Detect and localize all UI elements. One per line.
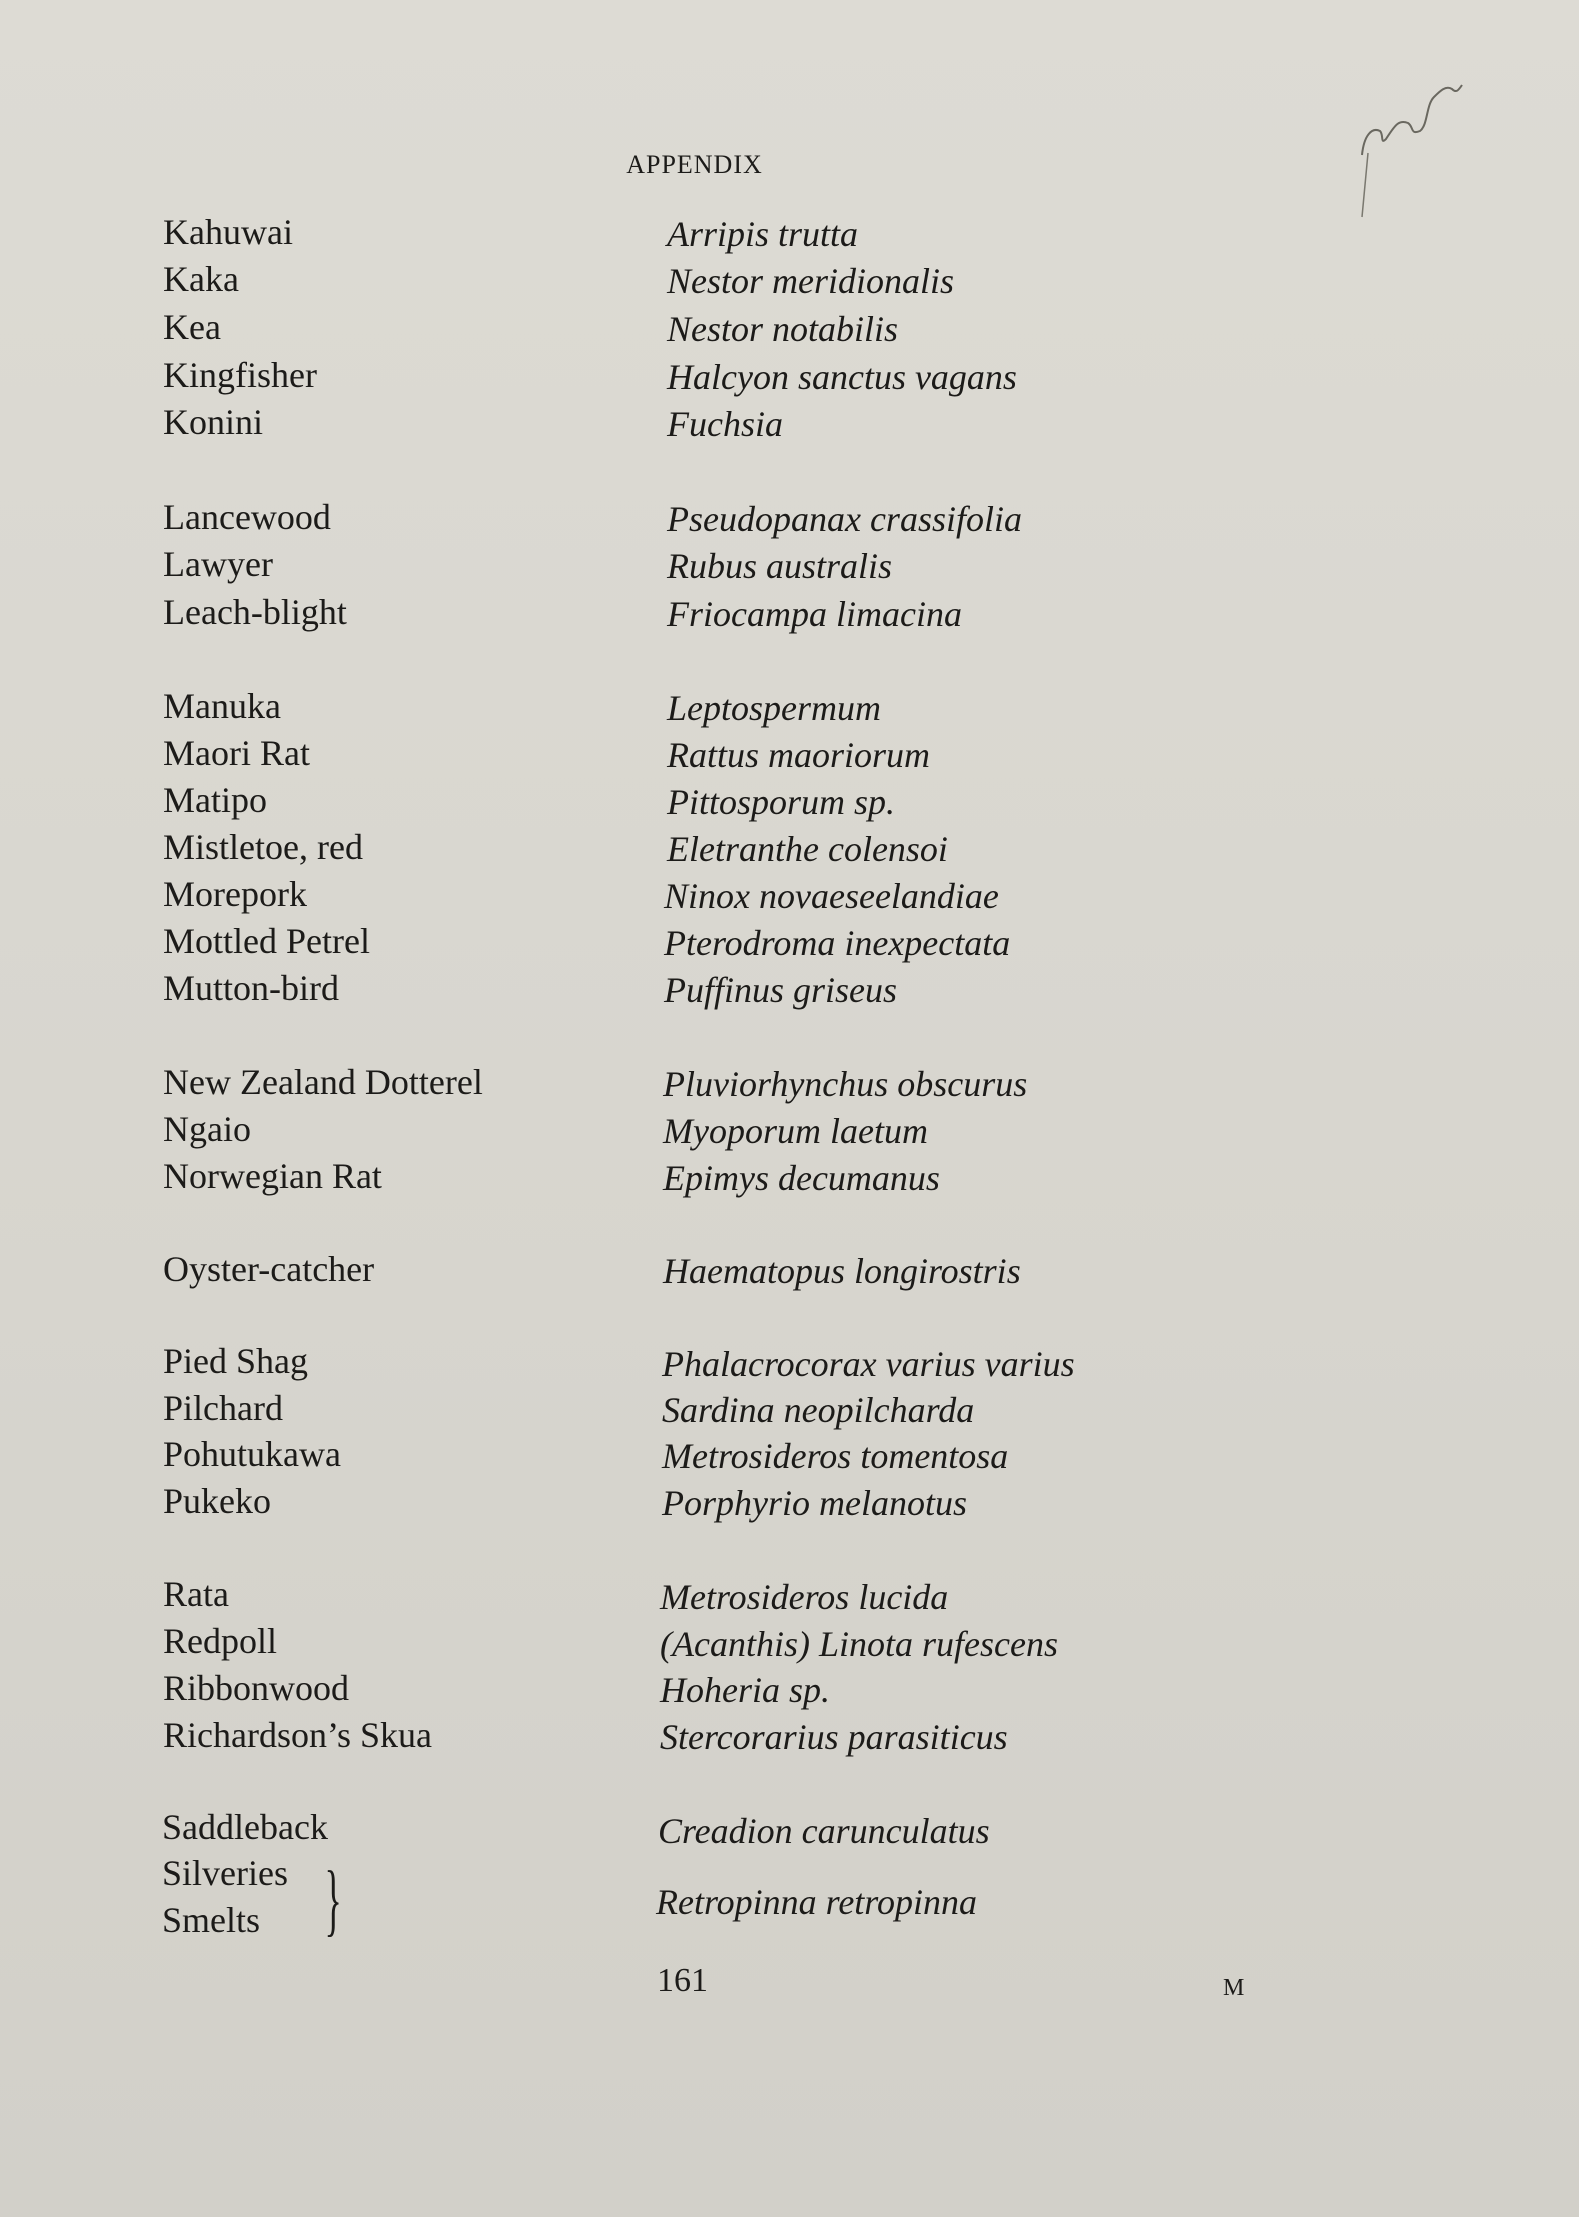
grouped-common-name: Silveries [162, 1853, 288, 1893]
signature-mark: M [1223, 1975, 1246, 2001]
common-name: Pukeko [163, 1481, 271, 1521]
latin-name: Leptospermum [667, 688, 881, 728]
common-name: Kahuwai [163, 212, 293, 252]
brace-mark: } [324, 1856, 342, 1944]
latin-name: Haematopus longirostris [663, 1251, 1021, 1291]
common-name: Mottled Petrel [163, 921, 370, 961]
latin-name: Arripis trutta [667, 214, 859, 254]
common-name: Pilchard [163, 1388, 283, 1428]
latin-name: Fuchsia [667, 404, 783, 444]
scribble-stroke [1362, 153, 1368, 217]
common-name: Richardson’s Skua [163, 1715, 432, 1755]
latin-name: Epimys decumanus [663, 1158, 940, 1198]
latin-name: Hoheria sp. [660, 1670, 830, 1710]
page-header: APPENDIX [626, 150, 763, 179]
common-name: Rata [163, 1574, 229, 1614]
latin-name: Rubus australis [667, 546, 893, 586]
latin-name: Creadion carunculatus [658, 1811, 990, 1851]
common-name: Saddleback [162, 1807, 328, 1847]
common-name: Ribbonwood [163, 1668, 350, 1708]
latin-name: Metrosideros tomentosa [662, 1436, 1009, 1476]
common-name: Redpoll [163, 1621, 277, 1661]
common-name: Kaka [163, 259, 239, 299]
latin-name: Ninox novaeseelandiae [664, 876, 999, 916]
latin-name: Myoporum laetum [663, 1111, 928, 1151]
latin-name: Pittosporum sp. [667, 782, 896, 822]
common-name: Konini [163, 402, 264, 442]
common-name: Ngaio [163, 1109, 251, 1149]
latin-name: Friocampa limacina [667, 594, 962, 634]
common-name: Lawyer [163, 544, 273, 584]
page-number: 161 [657, 1962, 708, 1999]
latin-name: Nestor meridionalis [667, 261, 955, 301]
latin-name: Stercorarius parasiticus [660, 1717, 1008, 1757]
grouped-latin-name: Retropinna retropinna [656, 1882, 977, 1922]
common-name: Leach-blight [163, 592, 347, 632]
latin-name: Pluviorhynchus obscurus [663, 1064, 1028, 1104]
common-name: Manuka [163, 686, 281, 726]
latin-name: Metrosideros lucida [660, 1577, 949, 1617]
latin-name: Porphyrio melanotus [662, 1483, 967, 1523]
common-name: Norwegian Rat [163, 1156, 382, 1196]
common-name: Mutton-bird [163, 968, 339, 1008]
latin-name: Rattus maoriorum [667, 735, 931, 775]
latin-name: Pseudopanax crassifolia [667, 499, 1022, 539]
latin-name: Puffinus griseus [664, 970, 898, 1010]
common-name: Kingfisher [163, 355, 317, 395]
common-name: Oyster-catcher [163, 1249, 375, 1289]
common-name: Maori Rat [163, 733, 310, 773]
common-name: Mistletoe, red [163, 827, 363, 867]
latin-name: Phalacrocorax varius varius [662, 1344, 1075, 1384]
common-name: Lancewood [163, 497, 331, 537]
common-name: Matipo [163, 780, 267, 820]
latin-name: Sardina neopilcharda [662, 1390, 975, 1430]
pencil-scribble [1350, 35, 1500, 225]
common-name: Pied Shag [163, 1341, 309, 1381]
common-name: Pohutukawa [163, 1434, 341, 1474]
grouped-common-name: Smelts [162, 1900, 261, 1940]
latin-name: (Acanthis) Linota rufescens [660, 1624, 1058, 1664]
scribble-line [1362, 85, 1462, 155]
common-name: Kea [163, 307, 221, 347]
common-name: New Zealand Dotterel [163, 1062, 483, 1102]
latin-name: Eletranthe colensoi [667, 829, 948, 869]
latin-name: Pterodroma inexpectata [664, 923, 1011, 963]
latin-name: Halcyon sanctus vagans [667, 357, 1017, 397]
common-name: Morepork [163, 874, 307, 914]
latin-name: Nestor notabilis [667, 309, 899, 349]
